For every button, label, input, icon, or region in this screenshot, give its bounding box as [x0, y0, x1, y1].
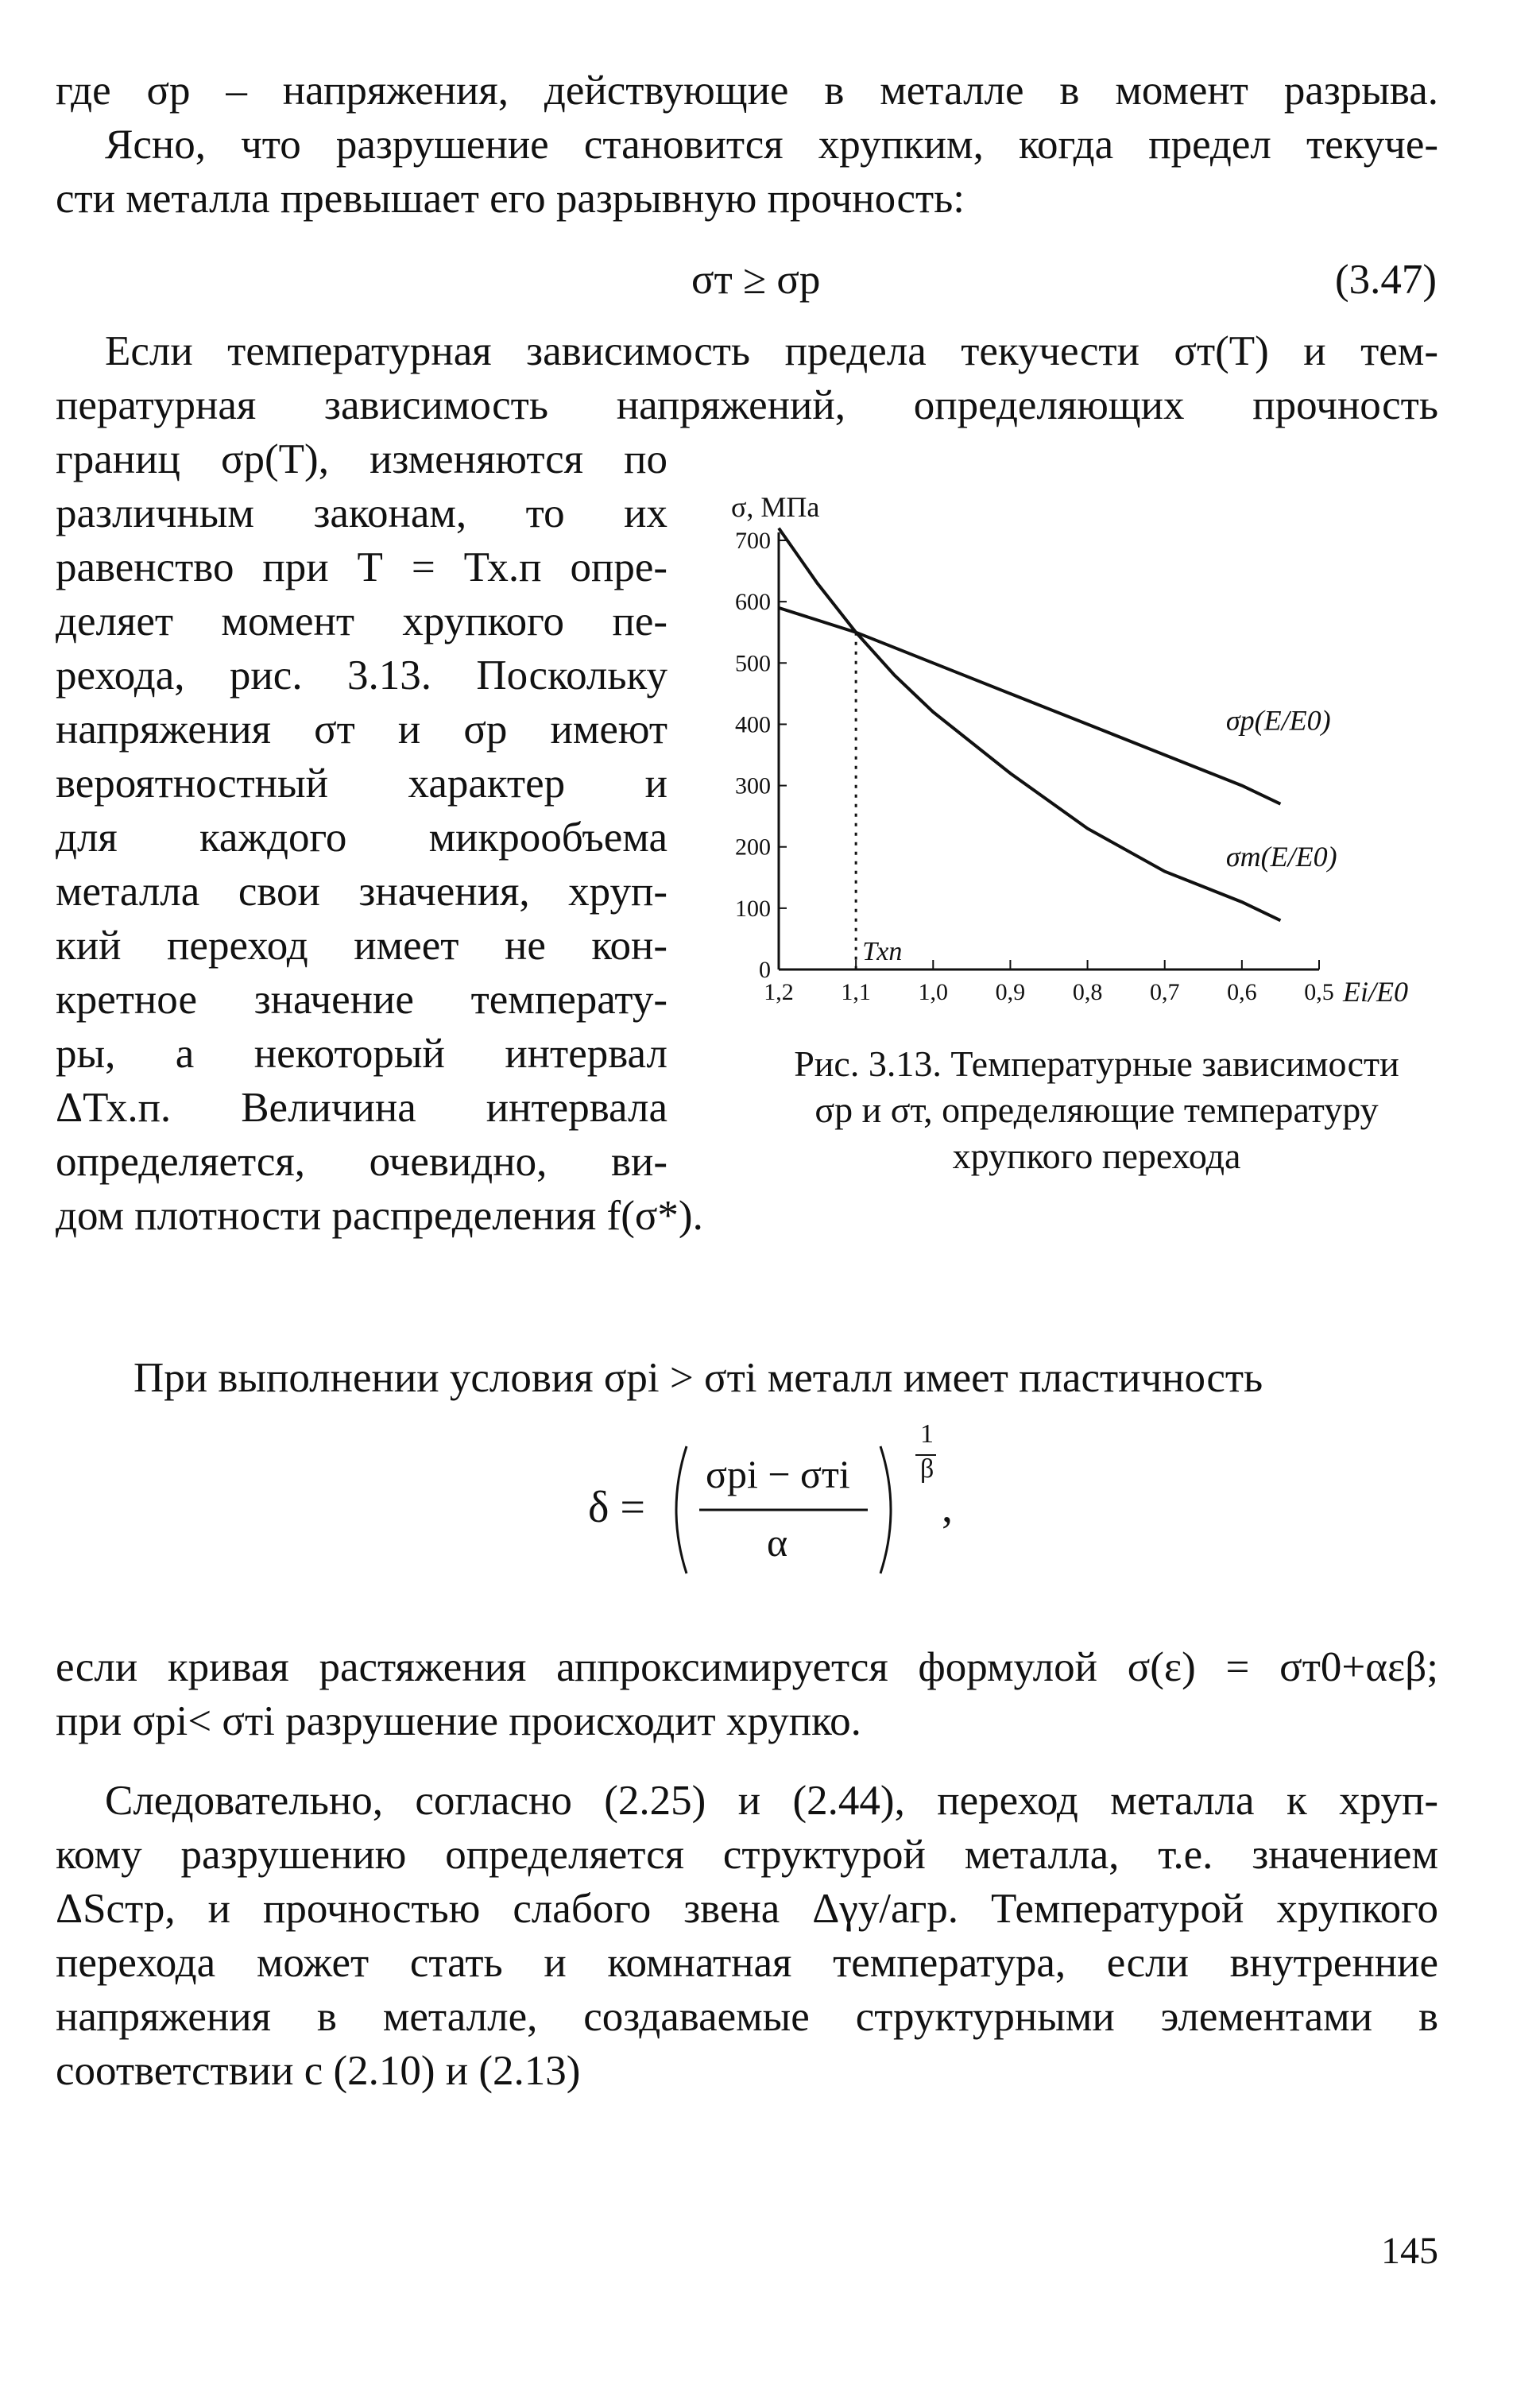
formula-denominator: α — [767, 1520, 788, 1565]
series-line-sigma-t — [779, 528, 1280, 921]
figure-3-13-chart — [715, 477, 1462, 1017]
text-line: равенство при Т = Тх.п опре- — [56, 544, 667, 590]
x-tick-label: 1,1 — [841, 979, 871, 1005]
text-line: границ σр(Т), изменяются по — [56, 436, 667, 482]
figure-caption: хрупкого перехода — [952, 1136, 1241, 1176]
y-tick-label: 700 — [735, 528, 771, 554]
text-line: напряжения σт и σр имеют — [56, 706, 667, 753]
text-line: где σр – напряжения, действующие в металле в момент разрыва. — [56, 68, 1438, 114]
text-line: пературная зависимость напряжений, определяющих прочность — [56, 382, 1438, 428]
y-tick-label: 600 — [735, 589, 771, 616]
text-line: вероятностный характер и — [56, 760, 667, 807]
formula-lhs: δ = — [588, 1483, 645, 1532]
paragraph-start: Следовательно, согласно (2.25) и (2.44), переход металла к хруп- — [105, 1778, 1438, 1824]
y-tick-label: 400 — [735, 711, 771, 738]
series-line-sigma-r — [779, 608, 1280, 804]
text-line: различным законам, то их — [56, 490, 667, 536]
text-line: если кривая растяжения аппроксимируется формулой σ(ε) = σт0+αεβ; — [56, 1644, 1438, 1690]
y-tick-label: 100 — [735, 895, 771, 922]
x-tick-label: 0,7 — [1149, 979, 1180, 1005]
transition-temperature-label: Тхп — [862, 937, 903, 966]
x-tick-label: 1,2 — [764, 979, 794, 1005]
figure-caption: σр и σт, определяющие температуру — [814, 1089, 1379, 1130]
paragraph-start: Если температурная зависимость предела текучести σт(Т) и тем- — [105, 328, 1438, 374]
page-number: 145 — [1381, 2230, 1438, 2272]
text-line: для каждого микрообъема — [56, 815, 667, 861]
equation-number: (3.47) — [1334, 257, 1437, 303]
x-tick-label: 0,8 — [1072, 979, 1103, 1005]
text-line: рехода, рис. 3.13. Поскольку — [56, 652, 667, 699]
text-line: металла свои значения, хруп- — [56, 869, 667, 915]
text-line: кий переход имеет не кон- — [56, 923, 667, 969]
formula-tail: , — [942, 1483, 953, 1532]
y-tick-label: 0 — [759, 957, 771, 983]
y-tick-label: 300 — [735, 772, 771, 799]
x-tick-label: 1,0 — [918, 979, 949, 1005]
x-tick-label: 0,5 — [1304, 979, 1334, 1005]
equation-3-47: σт ≥ σр — [691, 257, 821, 303]
text-line: соответствии с (2.10) и (2.13) — [56, 2048, 581, 2094]
x-tick-label: 0,9 — [995, 979, 1026, 1005]
formula-exponent-denominator: β — [920, 1454, 934, 1484]
text-line: при σрi< σтi разрушение происходит хрупко. — [56, 1698, 861, 1744]
text-line: определяется, очевидно, ви- — [56, 1139, 667, 1185]
y-tick-label: 500 — [735, 650, 771, 677]
text-line: При выполнении условия σрi > σтi металл имеет пластичность — [133, 1355, 1263, 1401]
text-line: сти металла превышает его разрывную прочность: — [56, 176, 965, 222]
series-label-sigma-r: σр(E/E0) — [1225, 704, 1331, 737]
figure-caption: Рис. 3.13. Температурные зависимости — [794, 1043, 1399, 1084]
text-line: кому разрушению определяется структурой металла, т.е. значением — [56, 1832, 1438, 1878]
x-axis-label: Ei/E0 — [1343, 976, 1408, 1008]
text-line: напряжения в металле, создаваемые структурными элементами в — [56, 1994, 1438, 2040]
text-line: ΔSстр, и прочностью слабого звена Δγу/агр. Температурой хрупкого — [56, 1886, 1438, 1932]
delta-formula — [588, 1419, 962, 1589]
y-axis-label: σ, МПа — [731, 491, 820, 523]
text-line: ры, а некоторый интервал — [56, 1031, 667, 1077]
text-line: кретное значение температу- — [56, 977, 667, 1023]
series-label-sigma-t: σт(E/E0) — [1225, 841, 1337, 873]
text-line: деляет момент хрупкого пе- — [56, 598, 667, 644]
y-tick-label: 200 — [735, 834, 771, 861]
formula-numerator: σрi − σтi — [706, 1452, 850, 1496]
formula-exponent-numerator: 1 — [920, 1419, 934, 1449]
x-tick-label: 0,6 — [1227, 979, 1257, 1005]
paragraph-start: Ясно, что разрушение становится хрупким, когда предел текуче- — [105, 122, 1438, 168]
text-line: ΔТх.п. Величина интервала — [56, 1085, 667, 1131]
text-line: дом плотности распределения f(σ*). — [56, 1193, 703, 1239]
text-line: перехода может стать и комнатная температура, если внутренние — [56, 1940, 1438, 1986]
